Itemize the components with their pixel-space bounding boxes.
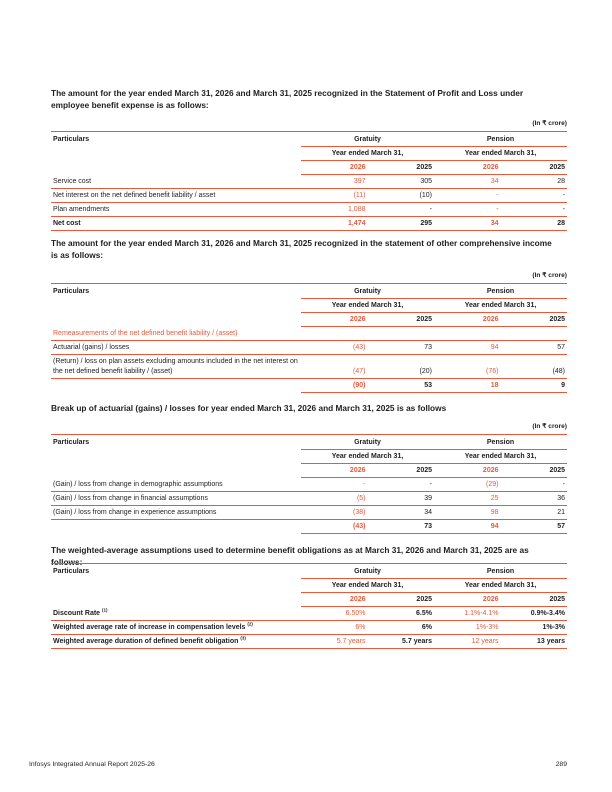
pension-year-ended: Year ended March 31, xyxy=(434,450,567,464)
row-label: Actuarial (gains) / losses xyxy=(51,341,301,355)
cell-value: (29) xyxy=(434,478,501,492)
cell-value: 34 xyxy=(434,217,501,231)
table-row xyxy=(51,492,567,506)
cell-value: 28 xyxy=(501,217,568,231)
table-row xyxy=(51,621,567,635)
weighted-average-assumptions-table xyxy=(51,563,567,649)
particulars-header: Particulars xyxy=(51,564,301,579)
cell-value: (10) xyxy=(368,189,435,203)
year-2025-header: 2025 xyxy=(501,161,568,175)
total-row xyxy=(51,520,567,534)
table-row xyxy=(51,175,567,189)
cell-value: 9 xyxy=(501,379,568,393)
cell-value: 1%-3% xyxy=(434,621,501,635)
section1-intro: The amount for the year ended March 31, 2026 and March 31, 2025 recognized in the Statement of Profit and Loss under employee benefit expense is as follows: xyxy=(51,88,524,110)
total-row xyxy=(51,217,567,231)
pension-year-ended: Year ended March 31, xyxy=(434,299,567,313)
gratuity-year-ended: Year ended March 31, xyxy=(301,299,434,313)
row-label: Net interest on the net defined benefit liability / asset xyxy=(51,189,301,203)
year-2025-header: 2025 xyxy=(368,464,435,478)
year-2026-header: 2026 xyxy=(434,464,501,478)
year-2026-header: 2026 xyxy=(301,593,368,607)
pension-header: Pension xyxy=(434,435,567,450)
cell-value: (90) xyxy=(301,379,368,393)
cell-value: 39 xyxy=(368,492,435,506)
cell-value: (43) xyxy=(301,520,368,534)
pension-header: Pension xyxy=(434,284,567,299)
cell-value: 13 years xyxy=(501,635,568,649)
total-row xyxy=(51,379,567,393)
cell-value: 34 xyxy=(434,175,501,189)
cell-value: 57 xyxy=(501,520,568,534)
year-2026-header: 2026 xyxy=(434,313,501,327)
cell-value: 6% xyxy=(368,621,435,635)
cell-value: 21 xyxy=(501,506,568,520)
cell-value: (76) xyxy=(434,355,501,379)
cell-value: 53 xyxy=(368,379,435,393)
cell-value: 73 xyxy=(368,520,435,534)
gratuity-header: Gratuity xyxy=(301,564,434,579)
year-2025-header: 2025 xyxy=(368,313,435,327)
row-label xyxy=(51,607,301,621)
gratuity-year-ended: Year ended March 31, xyxy=(301,450,434,464)
table-row xyxy=(51,189,567,203)
cell-value: 5.7 years xyxy=(368,635,435,649)
cell-value: 6.50% xyxy=(301,607,368,621)
gratuity-year-ended: Year ended March 31, xyxy=(301,147,434,161)
cell-value: - xyxy=(501,189,568,203)
cell-value: 28 xyxy=(501,175,568,189)
cell-value: 36 xyxy=(501,492,568,506)
year-2025-header: 2025 xyxy=(501,593,568,607)
cell-value: (43) xyxy=(301,341,368,355)
year-2026-header: 2026 xyxy=(301,313,368,327)
table-row xyxy=(51,506,567,520)
other-comprehensive-income-table xyxy=(51,283,567,393)
section4-intro: The weighted-average assumptions used to determine benefit obligations as at March 31, 2026 and March 31, 2025 are as follows: xyxy=(51,545,529,567)
row-label xyxy=(51,635,301,649)
year-2025-header: 2025 xyxy=(368,593,435,607)
gratuity-year-ended: Year ended March 31, xyxy=(301,579,434,593)
row-label: (Gain) / loss from change in demographic assumptions xyxy=(51,478,301,492)
table-row xyxy=(51,607,567,621)
particulars-header: Particulars xyxy=(51,284,301,299)
cell-value: 98 xyxy=(434,506,501,520)
cell-value: - xyxy=(301,478,368,492)
table-row xyxy=(51,635,567,649)
cell-value: (48) xyxy=(501,355,568,379)
cell-value: (20) xyxy=(368,355,435,379)
cell-value: (11) xyxy=(301,189,368,203)
cell-value: 6% xyxy=(301,621,368,635)
cell-value: - xyxy=(501,478,568,492)
employee-benefit-expense-table xyxy=(51,131,567,231)
footnote-marker: (2) xyxy=(247,621,253,627)
cell-value: - xyxy=(368,478,435,492)
gratuity-header: Gratuity xyxy=(301,435,434,450)
remeasurement-subheading: Remeasurements of the net defined benefit liability / (asset) xyxy=(51,327,567,341)
year-2026-header: 2026 xyxy=(301,161,368,175)
year-2026-header: 2026 xyxy=(434,593,501,607)
year-2026-header: 2026 xyxy=(301,464,368,478)
cell-value: 12 years xyxy=(434,635,501,649)
cell-value: 5.7 years xyxy=(301,635,368,649)
gratuity-header: Gratuity xyxy=(301,284,434,299)
cell-value: 0.9%-3.4% xyxy=(501,607,568,621)
row-label: (Gain) / loss from change in financial assumptions xyxy=(51,492,301,506)
section2-intro: The amount for the year ended March 31, 2026 and March 31, 2025 recognized in the statement of other comprehensive income is as follows: xyxy=(51,238,552,260)
footer-report-title: Infosys Integrated Annual Report 2025-26 xyxy=(29,761,155,768)
cell-value: 6.5% xyxy=(368,607,435,621)
cell-value: 1%-3% xyxy=(501,621,568,635)
particulars-header: Particulars xyxy=(51,435,301,450)
cell-value: 34 xyxy=(368,506,435,520)
cell-value: - xyxy=(368,203,435,217)
row-label xyxy=(51,621,301,635)
table-row xyxy=(51,203,567,217)
table-row xyxy=(51,341,567,355)
report-page xyxy=(51,0,567,792)
row-label-text: Discount Rate xyxy=(53,609,101,617)
row-label: Net cost xyxy=(51,217,301,231)
cell-value: 94 xyxy=(434,341,501,355)
cell-value: - xyxy=(434,203,501,217)
section2-unit: (In ₹ crore) xyxy=(532,272,567,279)
pension-header: Pension xyxy=(434,132,567,147)
cell-value: (38) xyxy=(301,506,368,520)
cell-value: 94 xyxy=(434,520,501,534)
cell-value: - xyxy=(501,203,568,217)
footnote-marker: (3) xyxy=(240,635,246,641)
year-2025-header: 2025 xyxy=(368,161,435,175)
particulars-header: Particulars xyxy=(51,132,301,147)
cell-value: 295 xyxy=(368,217,435,231)
row-label: (Return) / loss on plan assets excluding amounts included in the net interest on the net defined benefit liability / (asset) xyxy=(51,355,301,379)
cell-value: (47) xyxy=(301,355,368,379)
cell-value: 73 xyxy=(368,341,435,355)
section3-intro: Break up of actuarial (gains) / losses for year ended March 31, 2026 and March 31, 2025 is as follows xyxy=(51,403,447,413)
cell-value: 57 xyxy=(501,341,568,355)
table-row xyxy=(51,478,567,492)
table-row xyxy=(51,355,567,379)
cell-value: 25 xyxy=(434,492,501,506)
cell-value: - xyxy=(434,189,501,203)
year-2025-header: 2025 xyxy=(501,313,568,327)
pension-year-ended: Year ended March 31, xyxy=(434,147,567,161)
page-number: 289 xyxy=(555,761,567,768)
cell-value: 1,088 xyxy=(301,203,368,217)
year-2025-header: 2025 xyxy=(501,464,568,478)
pension-header: Pension xyxy=(434,564,567,579)
cell-value: (5) xyxy=(301,492,368,506)
cell-value: 1,474 xyxy=(301,217,368,231)
row-label: Plan amendments xyxy=(51,203,301,217)
remeasurement-subheading-row xyxy=(51,327,567,341)
row-label: (Gain) / loss from change in experience assumptions xyxy=(51,506,301,520)
gratuity-header: Gratuity xyxy=(301,132,434,147)
row-label: Service cost xyxy=(51,175,301,189)
section3-unit: (In ₹ crore) xyxy=(532,423,567,430)
actuarial-breakup-table xyxy=(51,434,567,534)
row-label-text: Weighted average duration of defined benefit obligation xyxy=(53,638,239,645)
pension-year-ended: Year ended March 31, xyxy=(434,579,567,593)
cell-value: 305 xyxy=(368,175,435,189)
year-2026-header: 2026 xyxy=(434,161,501,175)
section1-unit: (In ₹ crore) xyxy=(532,120,567,127)
cell-value: 397 xyxy=(301,175,368,189)
cell-value: 1.1%-4.1% xyxy=(434,607,501,621)
footnote-marker: (1) xyxy=(102,607,108,613)
cell-value: 18 xyxy=(434,379,501,393)
row-label-text: Weighted average rate of increase in compensation levels xyxy=(53,624,246,631)
